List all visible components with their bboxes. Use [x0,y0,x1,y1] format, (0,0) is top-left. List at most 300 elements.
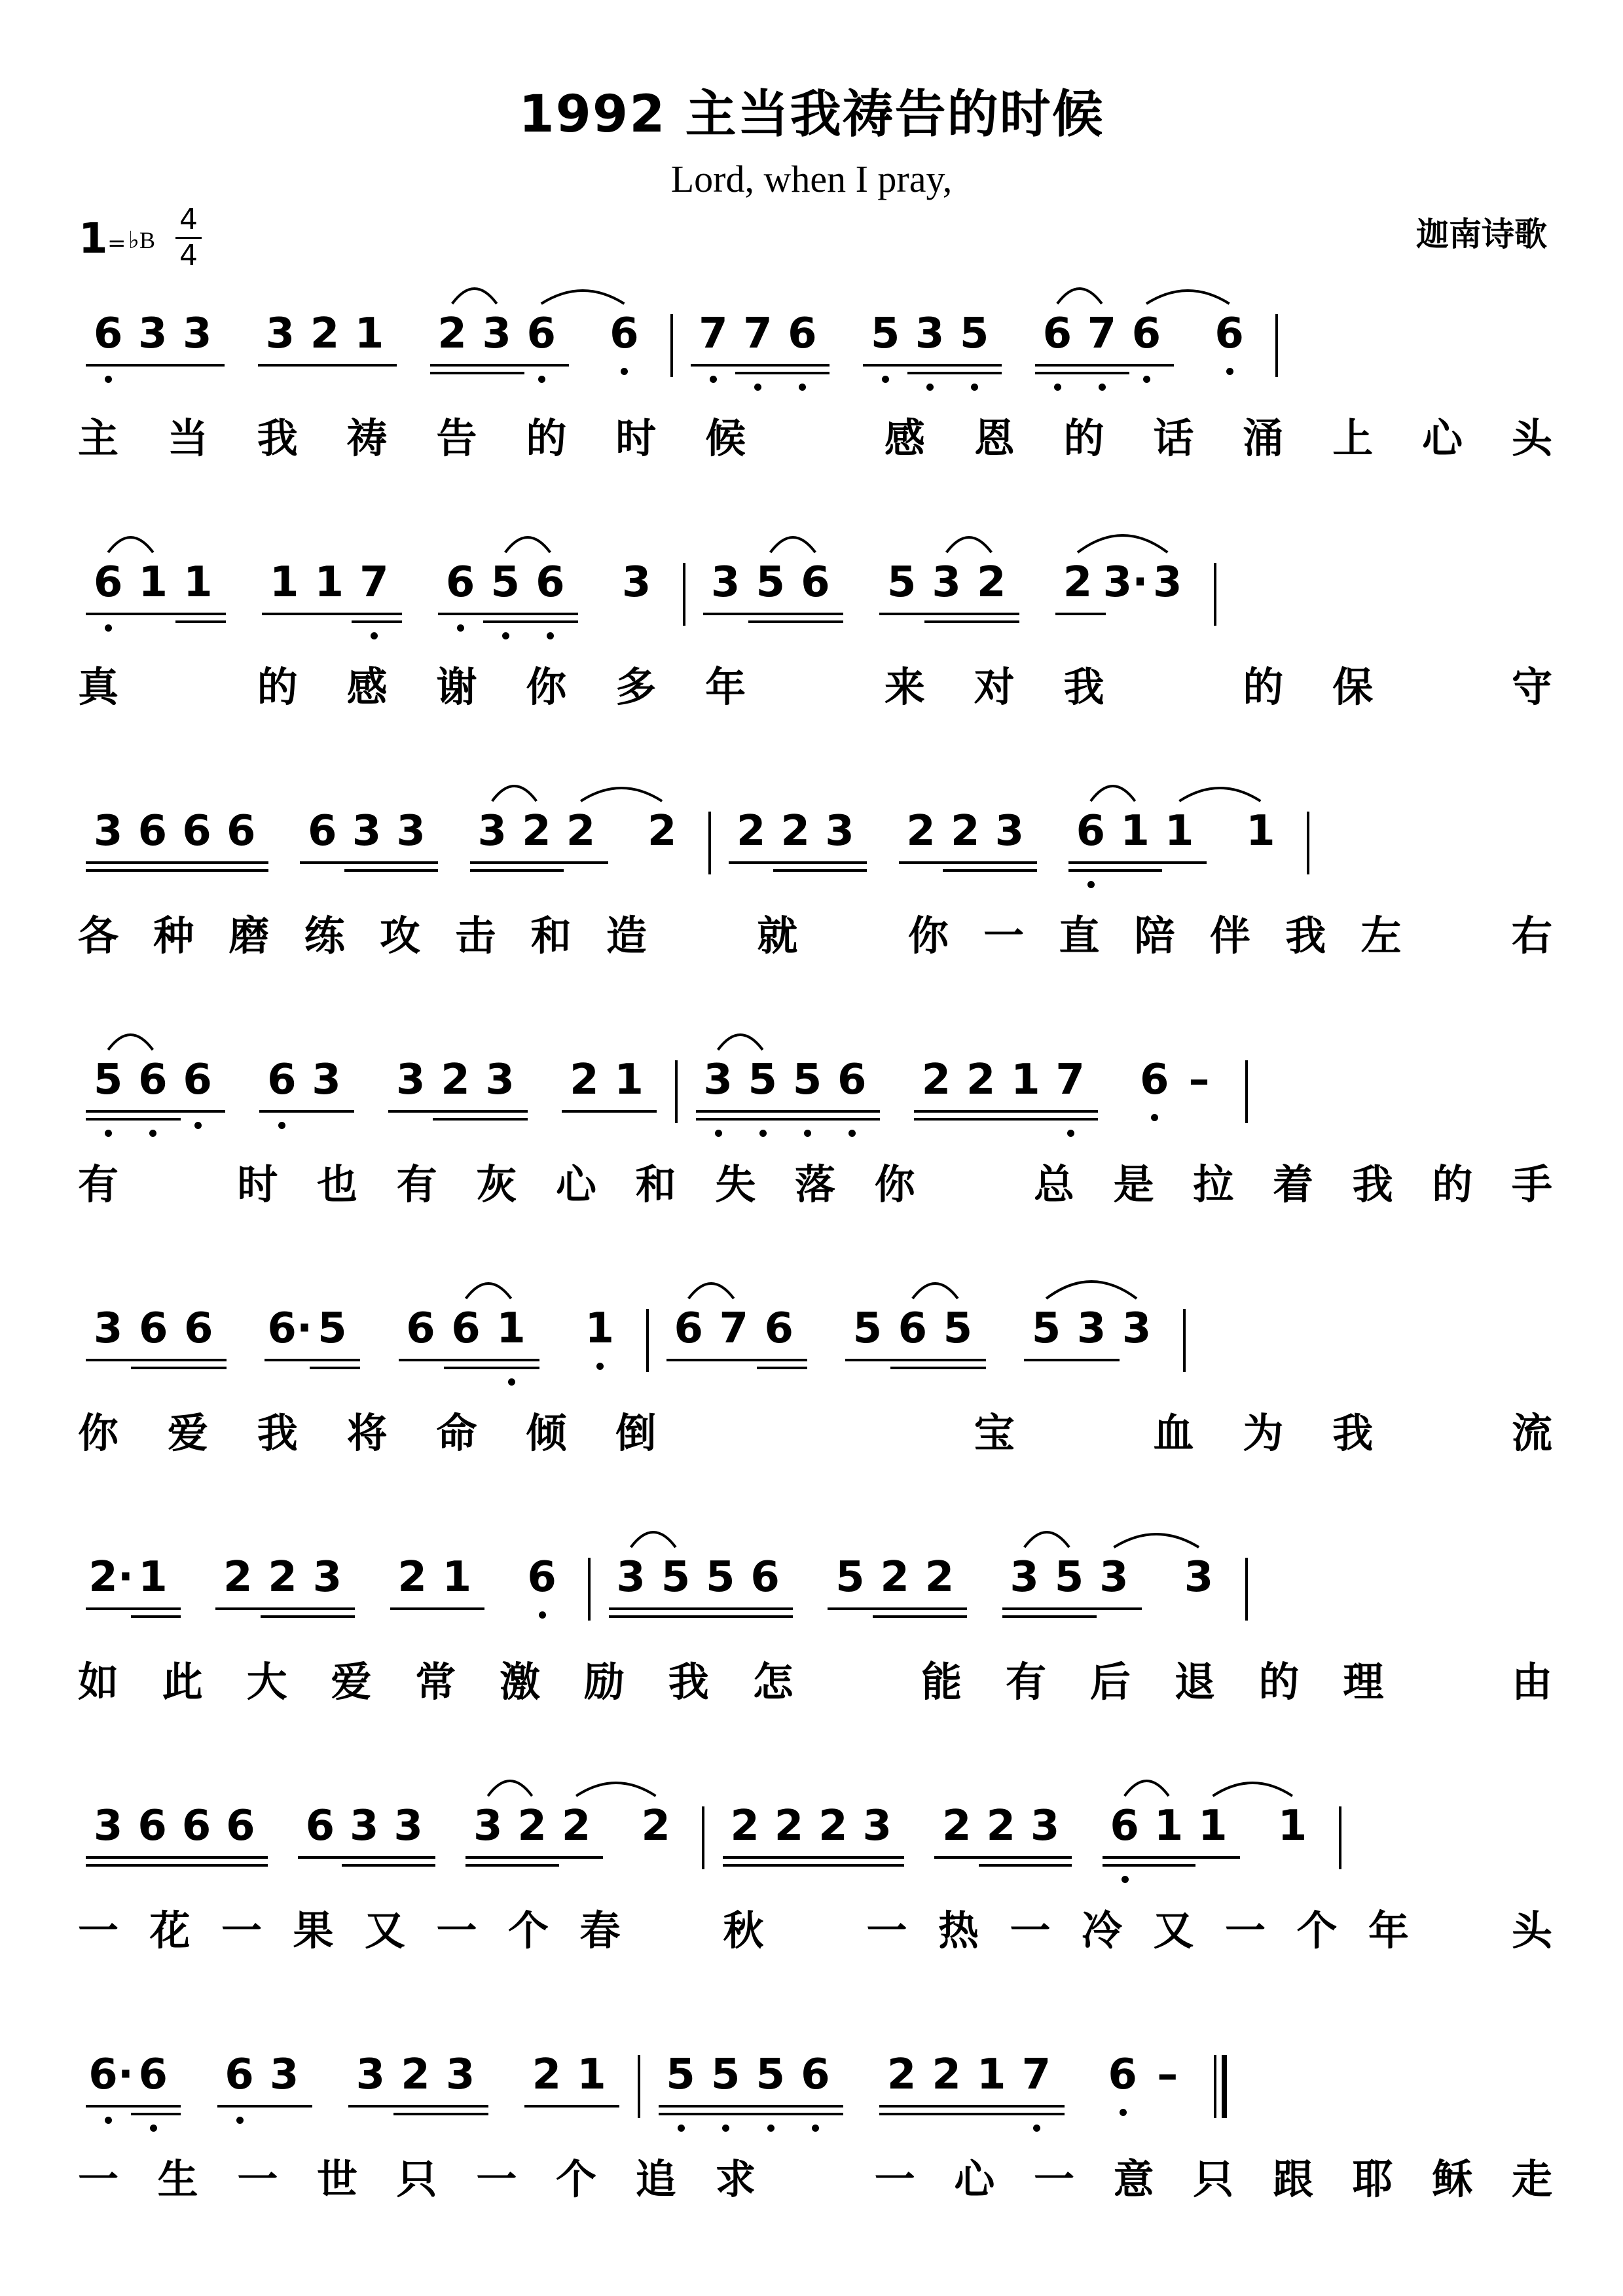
lyric-char: 灰 [476,1160,517,1208]
lyric-char: 和 [530,912,572,960]
lower-octave-dot [1226,368,1233,375]
rhythm-underline [478,1118,528,1121]
rhythm-underline [347,364,397,367]
rhythm-underline [969,2113,1019,2115]
barline [1214,2055,1216,2118]
rhythm-underline [86,861,136,864]
note: 1 [269,558,299,607]
lyric-char: 是 [1113,1160,1154,1208]
rhythm-underline [483,620,534,623]
rhythm-underline [793,2105,843,2108]
note: 6 [801,558,830,607]
lyric-char: 年 [1368,1907,1409,1954]
rhythm-underline [1014,2105,1065,2108]
rhythm-underline [175,364,225,367]
rhythm-underline [773,861,823,864]
note: 2 [268,1553,297,1602]
lyric-row [0,903,1623,962]
lower-octave-dot [236,2117,244,2124]
rhythm-underline [780,372,830,374]
rhythm-underline [1068,869,1118,872]
note: 6 [226,807,256,855]
rhythm-underline [393,2113,444,2115]
rhythm-underline [261,1607,310,1610]
lyric-row [0,406,1623,465]
note: 6 [93,310,123,358]
rhythm-underline [936,1359,986,1361]
rhythm-underline [389,861,439,864]
rhythm-underline [743,1607,793,1610]
lyric-char: 年 [705,663,746,711]
note: 2 [441,1056,470,1104]
score-line [0,2016,1623,2265]
lyric-char: 拉 [1193,1160,1234,1208]
rhythm-underline [1113,861,1163,864]
lyric-char: 我 [1332,1409,1374,1457]
rhythm-underline [943,861,993,864]
lyric-char: 为 [1243,1409,1284,1457]
barline [702,1806,704,1869]
note: 7 [719,1304,748,1353]
rhythm-underline [215,1607,265,1610]
rhythm-underline [430,364,480,367]
rhythm-underline [653,1607,703,1610]
note: 7 [743,310,773,358]
rhythm-underline [465,1856,515,1859]
note: 2 [566,807,596,855]
note: 5 [1054,1553,1084,1602]
lyric-char: 攻 [380,912,421,960]
rhythm-underline [130,1856,179,1859]
rhythm-underline [1190,1856,1239,1859]
slur [492,786,537,801]
lyric-row [0,1898,1623,1957]
note: 6 [183,1304,213,1353]
barline [1245,1060,1248,1123]
note: 2 [1063,558,1093,607]
note: 3· [1103,558,1148,607]
note: 5 [886,558,917,607]
rhythm-underline [348,2105,399,2108]
rhythm-underline [175,1110,225,1113]
note: 6 [138,2051,168,2099]
note: – [1157,2051,1178,2099]
lyric-char: 此 [162,1658,203,1706]
time-signature [175,204,202,272]
rhythm-underline [176,1367,227,1369]
score-line [0,772,1623,1021]
rhythm-underline [845,1359,896,1361]
rhythm-underline [1080,372,1129,374]
rhythm-underline [735,364,785,367]
rhythm-underline [723,1856,772,1859]
note: 6 [674,1304,703,1353]
lyric-char: 由 [1511,1658,1552,1706]
rhythm-underline [987,861,1037,864]
note: 3 [312,1056,341,1104]
lyric-char: 告 [436,414,477,462]
rhythm-underline [890,1367,941,1369]
note: 1 [496,1304,526,1353]
slur [771,537,816,552]
note: 1 [138,558,168,607]
rhythm-underline [1003,1118,1053,1121]
note: 3 [396,807,426,855]
lyric-row [0,2147,1623,2206]
lower-octave-dot [596,1363,604,1370]
rhythm-underline [1035,364,1085,367]
lyric-char: 退 [1174,1658,1215,1706]
rhythm-underline [703,613,754,615]
rhythm-underline [817,861,867,864]
rhythm-underline [475,372,524,374]
barline [1214,563,1216,626]
key-name: ♭B [128,227,155,253]
rhythm-underline [1091,1607,1141,1610]
note: 2 [517,1802,547,1850]
note: 5 [1031,1304,1061,1353]
slur [452,289,497,304]
note-row [0,524,1623,635]
score-line [0,1021,1623,1270]
rhythm-underline [300,861,350,864]
lyric-char: 我 [257,1409,298,1457]
note: 6 [1214,310,1244,358]
rhythm-underline [767,1864,816,1867]
slur [947,537,992,552]
rhythm-underline [86,869,136,872]
lyric-char: 的 [1063,414,1104,462]
rhythm-underline [393,2105,444,2108]
barline [1183,1309,1186,1372]
lyric-char: 励 [583,1658,625,1706]
rhythm-underline [773,869,823,872]
rhythm-underline [936,1367,986,1369]
note: 6 [451,1304,481,1353]
note: 2 [906,807,936,855]
note: 3 [825,807,854,855]
lyric-char: 爱 [167,1409,208,1457]
lower-octave-dot [1033,2125,1040,2132]
rhythm-underline [438,2113,488,2115]
rhythm-underline [1055,613,1106,615]
lyric-char: 的 [1432,1160,1473,1208]
rhythm-underline [175,620,226,623]
note: 5 [792,1056,822,1104]
lower-octave-dot [105,1130,112,1137]
rhythm-underline [924,620,975,623]
note: 6 [788,310,817,358]
lower-octave-dot [1099,384,1106,391]
note: 3 [621,558,651,607]
lyric-char: 心 [555,1160,596,1208]
rhythm-underline [483,613,534,615]
note: 2 [932,2051,961,2099]
rhythm-underline [304,1110,354,1113]
rhythm-underline [723,1864,772,1867]
lower-octave-dot [502,632,509,639]
rhythm-underline [470,861,520,864]
lyric-char: 的 [257,663,298,711]
slur [1125,1781,1169,1796]
rhythm-underline [969,613,1019,615]
slur [581,788,662,801]
rhythm-underline [86,1110,136,1113]
note: 2 [522,807,551,855]
barline [588,1558,591,1621]
rhythm-underline [344,869,394,872]
rhythm-underline [855,1856,904,1859]
lyric-char: 流 [1511,1409,1552,1457]
lower-octave-dot [767,2125,775,2132]
barline [1307,812,1309,874]
note: 3 [1099,1553,1129,1602]
rhythm-underline [307,613,357,615]
note: 6 [1110,1802,1139,1850]
barline [708,812,711,874]
rhythm-underline [1024,1359,1074,1361]
lyric-char: 一 [237,2155,278,2203]
rhythm-underline [987,869,1037,872]
rhythm-underline [175,613,226,615]
rhythm-underline [130,1864,179,1867]
rhythm-underline [465,1864,515,1867]
lyric-char: 右 [1511,912,1552,960]
rhythm-underline [389,869,439,872]
lyric-char: 涌 [1243,414,1284,462]
note: 2 [924,1553,955,1602]
note: 6 [445,558,475,607]
note: 2 [921,1056,951,1104]
note: 6 [750,1553,780,1602]
rhythm-underline [1103,1856,1152,1859]
note: 6 [1140,1056,1169,1104]
rhythm-underline [748,2105,799,2108]
lower-octave-dot [1120,2109,1127,2116]
rhythm-underline [917,1615,967,1618]
rhythm-underline [399,1359,449,1361]
rhythm-underline [554,1856,603,1859]
lyric-char: 我 [668,1658,709,1706]
note-row [0,1767,1623,1878]
rhythm-underline [1146,1864,1195,1867]
note: 3 [994,807,1025,855]
lyric-char: 血 [1153,1409,1194,1457]
lyric-char: 有 [1006,1658,1047,1706]
lyric-char: 主 [77,414,119,462]
rhythm-underline [653,1615,703,1618]
lyric-char: 又 [1153,1907,1194,1954]
note: 6 [1131,310,1161,358]
note: 3 [93,807,123,855]
lyric-char: 爱 [331,1658,372,1706]
note: 1 [614,1056,644,1104]
rhythm-underline [979,1856,1028,1859]
lyric-char: 理 [1343,1658,1384,1706]
lyric-char: 造 [606,912,647,960]
lower-octave-dot [754,384,761,391]
rhythm-underline [218,1856,267,1859]
lyric-char: 手 [1511,1160,1552,1208]
slur [488,1781,532,1796]
note: 6 [898,1304,928,1353]
rhythm-underline [969,620,1019,623]
note: – [1188,1056,1210,1104]
rhythm-underline [698,1607,748,1610]
lyric-char: 失 [715,1160,756,1208]
note: 2 [437,310,467,358]
lyric-char: 对 [974,663,1015,711]
lyric-char: 感 [884,414,925,462]
note: 3 [352,807,382,855]
lyric-char: 你 [874,1160,915,1208]
note: 6 [226,1802,255,1850]
note: 5 [756,558,785,607]
rhythm-underline [729,861,778,864]
note: 2 [977,558,1006,607]
rhythm-underline [1124,364,1174,367]
lyric-char: 个 [507,1907,549,1954]
author: 迦南诗歌 [1416,215,1547,253]
score-line [0,1767,1623,2016]
lyric-char: 各 [77,912,119,960]
time-denominator: 4 [179,239,198,272]
note: 3 [182,310,212,358]
barline [675,1060,678,1123]
rhythm-underline [830,1118,879,1121]
rhythm-underline [175,861,225,864]
lyric-char: 跟 [1272,2155,1313,2203]
lyric-row [0,655,1623,713]
slur [913,1283,958,1299]
rhythm-underline [131,2113,181,2115]
rhythm-underline [979,1864,1028,1867]
rhythm-underline [666,1359,717,1361]
note-row [0,1021,1623,1132]
lyric-char: 也 [316,1160,357,1208]
note: 6 [182,807,211,855]
note: 2 [310,310,340,358]
note: 7 [359,558,389,607]
rhythm-underline [435,1607,484,1610]
barline [1339,1806,1341,1869]
note-row [0,772,1623,884]
rhythm-underline [828,1607,877,1610]
rhythm-underline [352,613,402,615]
lower-octave-dot [1054,384,1061,391]
note: 3 [1010,1553,1039,1602]
rhythm-underline [793,613,843,615]
rhythm-underline [899,861,949,864]
lyric-char: 花 [149,1907,191,1954]
note: 2 [986,1802,1015,1850]
barline [1245,1558,1248,1621]
slur-layer [0,1270,1623,1381]
rhythm-underline [386,1856,435,1859]
note: 1 [1198,1802,1228,1850]
rhythm-underline [757,1359,807,1361]
rhythm-underline [570,2105,620,2108]
lyric-char: 上 [1332,414,1374,462]
note: 6 [138,1056,168,1104]
lyric-char: 一 [476,2155,517,2203]
rhythm-underline [907,364,957,367]
rhythm-underline [958,1110,1008,1113]
lyric-char: 头 [1511,1907,1552,1954]
rhythm-underline [743,1615,793,1618]
lyric-char: 多 [615,663,657,711]
lyric-char: 时 [615,414,657,462]
lyric-char: 只 [1193,2155,1234,2203]
lyric-char: 谢 [436,663,477,711]
rhythm-underline [430,372,480,374]
rhythm-underline [219,869,268,872]
lyric-char: 如 [77,1658,119,1706]
song-subtitle: Lord, when I pray, [670,158,953,200]
rhythm-underline [86,1864,135,1867]
rhythm-underline [879,2105,930,2108]
rhythm-underline [1002,1607,1052,1610]
rhythm-underline [438,613,488,615]
lyric-char: 祷 [346,414,388,462]
lyric-char: 一 [1033,2155,1074,2203]
rhythm-underline [907,372,957,374]
slur [1025,1532,1069,1547]
note: 3 [137,310,168,358]
note: 1 [1246,807,1275,855]
rhythm-underline [310,1367,360,1369]
note: 6 [801,2051,830,2099]
note: 5 [93,1056,123,1104]
lyric-char: 追 [635,2155,676,2203]
rhythm-underline [510,1856,559,1859]
slur [689,1283,734,1299]
rhythm-underline [735,372,785,374]
note: 6 [1042,310,1072,358]
note: 3 [265,310,295,358]
lyric-char: 左 [1360,912,1402,960]
lyric-char: 怎 [752,1658,793,1706]
note: 3 [393,1802,423,1850]
rhythm-underline [528,620,578,623]
note: 1 [577,2051,606,2099]
note: 3 [1153,558,1182,607]
lyric-char: 能 [921,1658,962,1706]
lyric-char: 伴 [1209,912,1250,960]
lyric-char: 时 [237,1160,278,1208]
lyric-char: 求 [715,2155,756,2203]
lyric-char: 恩 [974,414,1015,462]
lower-octave-dot [812,2125,819,2132]
note-row [0,1518,1623,1630]
slur [1114,1534,1199,1547]
rhythm-underline [131,1607,181,1610]
lower-octave-dot [150,2125,157,2132]
note: 1 [1120,807,1150,855]
rhythm-underline [785,1118,835,1121]
note: 6 [1076,807,1106,855]
lower-octave-dot [848,1130,856,1137]
note: 3 [477,807,507,855]
note: 3 [445,2051,475,2099]
song-title: 1992 主当我祷告的时候 [519,85,1104,144]
note: 2 [401,2051,430,2099]
rhythm-underline [609,1607,659,1610]
lyric-char: 宝 [974,1409,1015,1457]
lyric-char: 种 [153,912,194,960]
lyric-char: 有 [396,1160,437,1208]
barline [670,314,673,377]
